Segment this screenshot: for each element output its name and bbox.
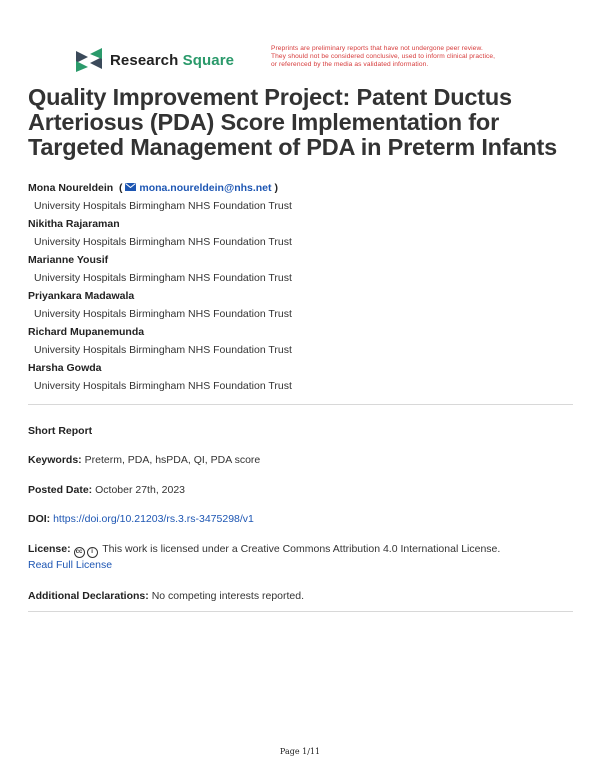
doi-row — [28, 512, 573, 526]
author-affiliation: University Hospitals Birmingham NHS Foundation Trust — [34, 236, 292, 248]
by-icon: i — [87, 547, 98, 558]
author-entry — [28, 361, 568, 397]
author-entry — [28, 289, 568, 325]
author-affiliation: University Hospitals Birmingham NHS Foundation Trust — [34, 344, 292, 356]
author-email-link[interactable]: mona.noureldein@nhs.net — [139, 182, 272, 194]
author-affiliation: University Hospitals Birmingham NHS Foundation Trust — [34, 308, 292, 320]
doi-link[interactable]: https://doi.org/10.21203/rs.3.rs-3475298/v1 — [53, 513, 254, 525]
declarations-row — [28, 589, 573, 603]
envelope-icon — [125, 183, 136, 191]
keywords-row — [28, 453, 573, 467]
posted-date-row — [28, 483, 573, 497]
author-name: Harsha Gowda — [28, 362, 102, 374]
author-name: Marianne Yousif — [28, 254, 109, 266]
paren-open: ( — [119, 182, 123, 194]
author-name: Richard Mupanemunda — [28, 326, 145, 338]
paren-close: ) — [274, 182, 278, 194]
author-affiliation: University Hospitals Birmingham NHS Foundation Trust — [34, 200, 292, 212]
logo-wordmark — [110, 52, 234, 69]
logo-word-research: Research — [110, 51, 179, 69]
keywords-value: Preterm, PDA, hsPDA, QI, PDA score — [84, 454, 261, 466]
author-entry — [28, 217, 568, 253]
doi-label: DOI: — [28, 513, 51, 525]
paper-title: Quality Improvement Project: Patent Ductus Arteriosus (PDA) Score Implementation for Targeted Management of PDA in Preterm Infants — [28, 84, 557, 160]
author-name: Nikitha Rajaraman — [28, 218, 120, 230]
logo-word-square: Square — [182, 51, 235, 69]
author-list — [28, 181, 568, 397]
declarations-value: No competing interests reported. — [151, 590, 305, 602]
declarations-label: Additional Declarations: — [28, 590, 149, 602]
license-text: This work is licensed under a Creative Commons Attribution 4.0 International License. — [102, 543, 501, 555]
cc-icon: cc — [74, 547, 85, 558]
author-affiliation: University Hospitals Birmingham NHS Foundation Trust — [34, 272, 292, 284]
read-full-license-link[interactable]: Read Full License — [28, 559, 113, 571]
preprint-disclaimer — [271, 45, 541, 70]
research-square-logo-icon — [74, 48, 104, 72]
author-entry — [28, 253, 568, 289]
posted-date-label: Posted Date: — [28, 484, 93, 496]
article-type — [28, 424, 573, 438]
posted-date-value: October 27th, 2023 — [95, 484, 186, 496]
disclaimer-line: Preprints are preliminary reports that have not undergone peer review. — [271, 45, 483, 52]
divider-top — [28, 404, 573, 405]
divider-bottom — [28, 611, 573, 612]
page-number: Page 1/11 — [279, 747, 321, 756]
author-affiliation: University Hospitals Birmingham NHS Foundation Trust — [34, 380, 292, 392]
article-type-label: Short Report — [28, 425, 93, 437]
keywords-label: Keywords: — [28, 454, 82, 466]
corresponding-contact — [116, 182, 278, 194]
author-name: Priyankara Madawala — [28, 290, 135, 302]
license-row — [28, 542, 573, 572]
author-entry — [28, 181, 568, 217]
author-name: Mona Noureldein — [28, 182, 114, 194]
disclaimer-line: They should not be considered conclusive, used to inform clinical practice, — [271, 53, 496, 61]
license-label: License: — [28, 543, 71, 555]
author-entry — [28, 325, 568, 361]
research-square-logo — [74, 48, 234, 72]
disclaimer-line: or referenced by the media as validated information. — [271, 61, 429, 69]
